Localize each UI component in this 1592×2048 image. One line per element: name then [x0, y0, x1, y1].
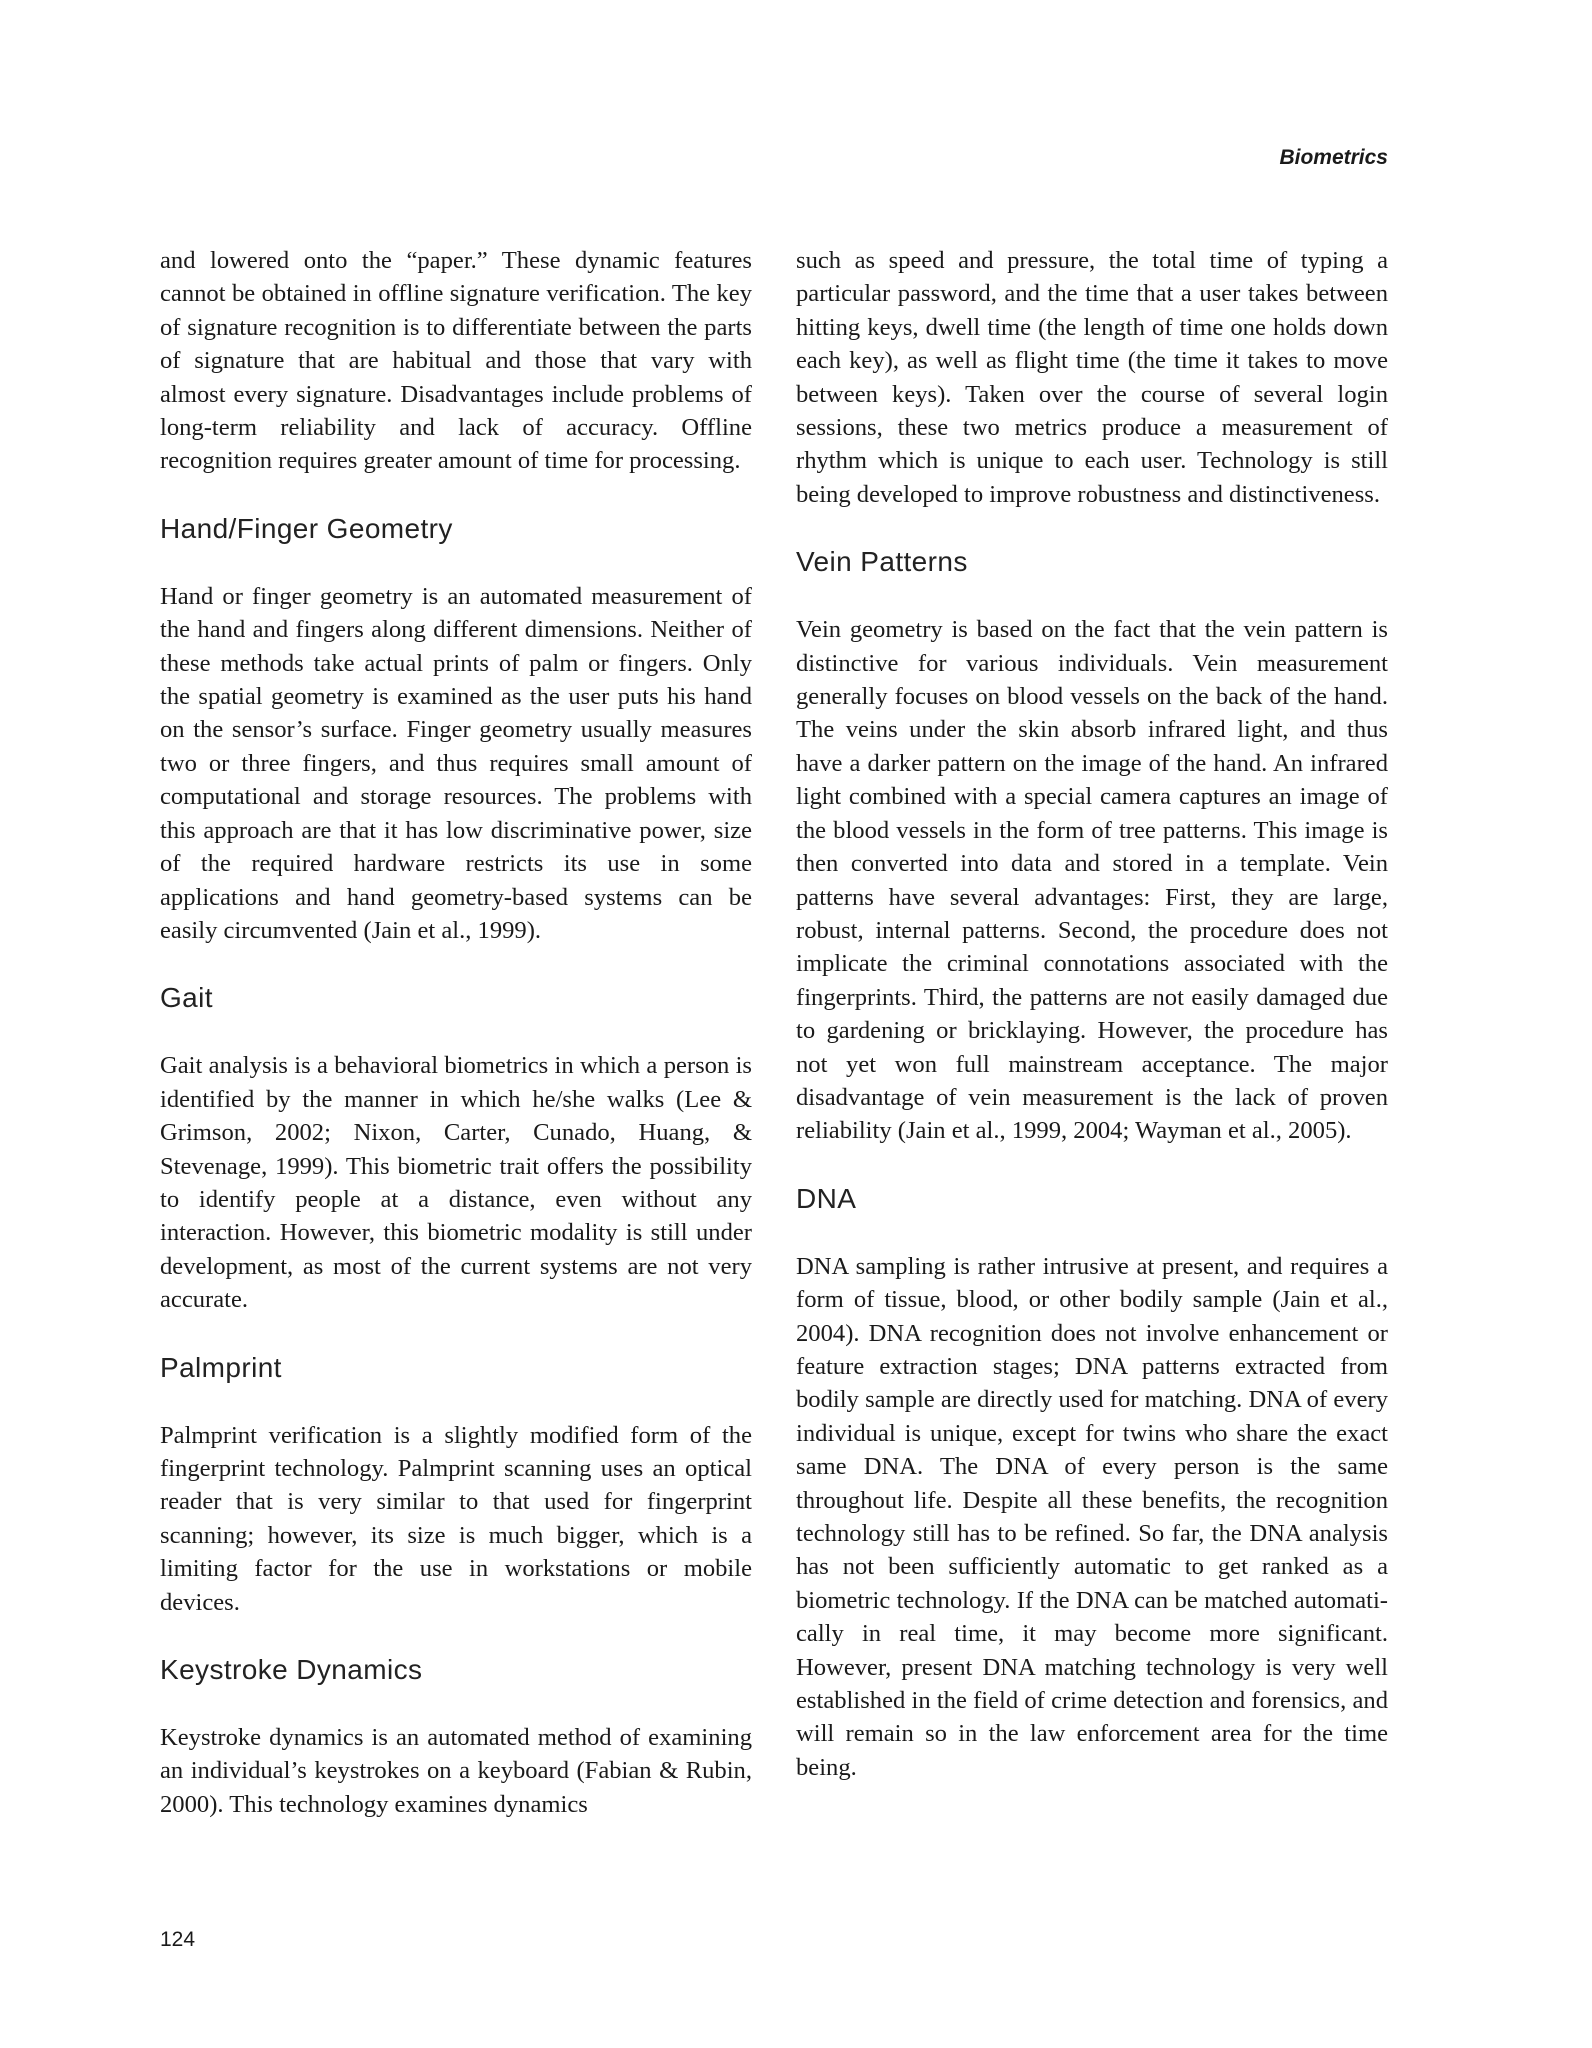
left-column	[160, 244, 752, 1821]
signature-continuation-paragraph: and lowered onto the “paper.” These dynamic features cannot be obtained in offline signature verification. The key of signature recognition is to differentiate between the parts of signature that are habitual and those that vary with almost every signature. Disadvantages include problems of long-term reliability and lack of accuracy. Offline recognition requires greater amount of time for processing.	[160, 247, 752, 475]
dna-paragraph: DNA sampling is rather intrusive at present, and requires a form of tissue, blood, or other bodily sample (Jain et al., 2004). DNA recognition does not involve enhancement or feature extraction stages; DNA patterns extracted from bodily sample are directly used for matching. DNA of every individual is unique, except for twins who share the exact same DNA. The DNA of every person is the same throughout life. Despite all these benefits, the recognition technology still has to be refined. So far, the DNA analysis has not been sufficiently automatic to get ranked as a biometric technology. If the DNA can be matched automatically in real time, it may become more significant. However, present DNA matching technology is very well established in the field of crime detection and forensics, and will remain so in the law enforcement area for the time being.	[796, 1252, 1388, 1781]
gait-paragraph: Gait analysis is a behavioral biometrics in which a person is identified by the manner in which he/she walks (Lee & Grimson, 2002; Nixon, Carter, Cunado, Huang, & Stevenage, 1999). This biometric trait offers the possibility to identify people at a distance, even without any interaction. However, this biometric modality is still under development, as most of the current systems are not very accurate.	[160, 1052, 752, 1314]
heading-vein-patterns: Vein Patterns	[796, 546, 968, 578]
heading-dna: DNA	[796, 1182, 857, 1214]
right-column	[796, 244, 1388, 1784]
vein-patterns-paragraph: Vein geometry is based on the fact that the vein pattern is distinctive for various individuals. Vein measurement generally focuses on blood vessels on the back of the hand. The veins under the skin absorb infrared light, and thus have a darker pattern on the image of the hand. An infrared light combined with a special camera captures an image of the blood vessels in the form of tree patterns. This image is then converted into data and stored in a template. Vein patterns have several advantages: First, they are large, robust, internal patterns. Second, the procedure does not implicate the criminal connotations associated with the fingerprints. Third, the patterns are not easily damaged due to gardening or bricklaying. However, the procedure has not yet won full mainstream acceptance. The major disadvantage of vein measurement is the lack of proven reliability (Jain et al., 1999, 2004; Wayman et al., 2005).	[796, 616, 1388, 1145]
keystroke-continuation-paragraph: such as speed and pressure, the total time of typing a particular password, and the time that a user takes between hitting keys, dwell time (the length of time one holds down each key), as well as flight time (the time it takes to move between keys). Taken over the course of several login sessions, these two metrics produce a measurement of rhythm which is unique to each user. Technology is still being developed to improve robustness and distinctiveness.	[796, 247, 1388, 508]
palmprint-paragraph: Palmprint verification is a slightly modified form of the fingerprint technology. Palmprint scanning uses an optical reader that is very similar to that used for fingerprint scanning; however, its size is much bigger, which is a limiting factor for the use in workstations or mobile devices.	[160, 1421, 752, 1616]
heading-hand-finger-geometry: Hand/Finger Geometry	[160, 512, 453, 544]
heading-palmprint: Palmprint	[160, 1351, 282, 1383]
heading-gait: Gait	[160, 982, 213, 1014]
page-number: 124	[160, 1928, 196, 1951]
heading-keystroke-dynamics: Keystroke Dynamics	[160, 1654, 423, 1685]
keystroke-dynamics-paragraph: Keystroke dynamics is an automated method of examining an individual’s keystrokes on a keyboard (Fabian & Rubin, 2000). This technology examines dynamics	[160, 1724, 752, 1818]
running-head: Biometrics	[1279, 146, 1388, 169]
hand-finger-geometry-paragraph: Hand or finger geometry is an automated measurement of the hand and fingers along different dimensions. Neither of these methods take actual prints of palm or fingers. Only the spatial geometry is examined as the user puts his hand on the sensor’s surface. Finger geometry usually measures two or three fingers, and thus requires small amount of computational and storage resources. The problems with this approach are that it has low discriminative power, size of the required hardware restricts its use in some applications and hand geometry-based systems can be easily circumvented (Jain et al., 1999).	[160, 582, 752, 944]
